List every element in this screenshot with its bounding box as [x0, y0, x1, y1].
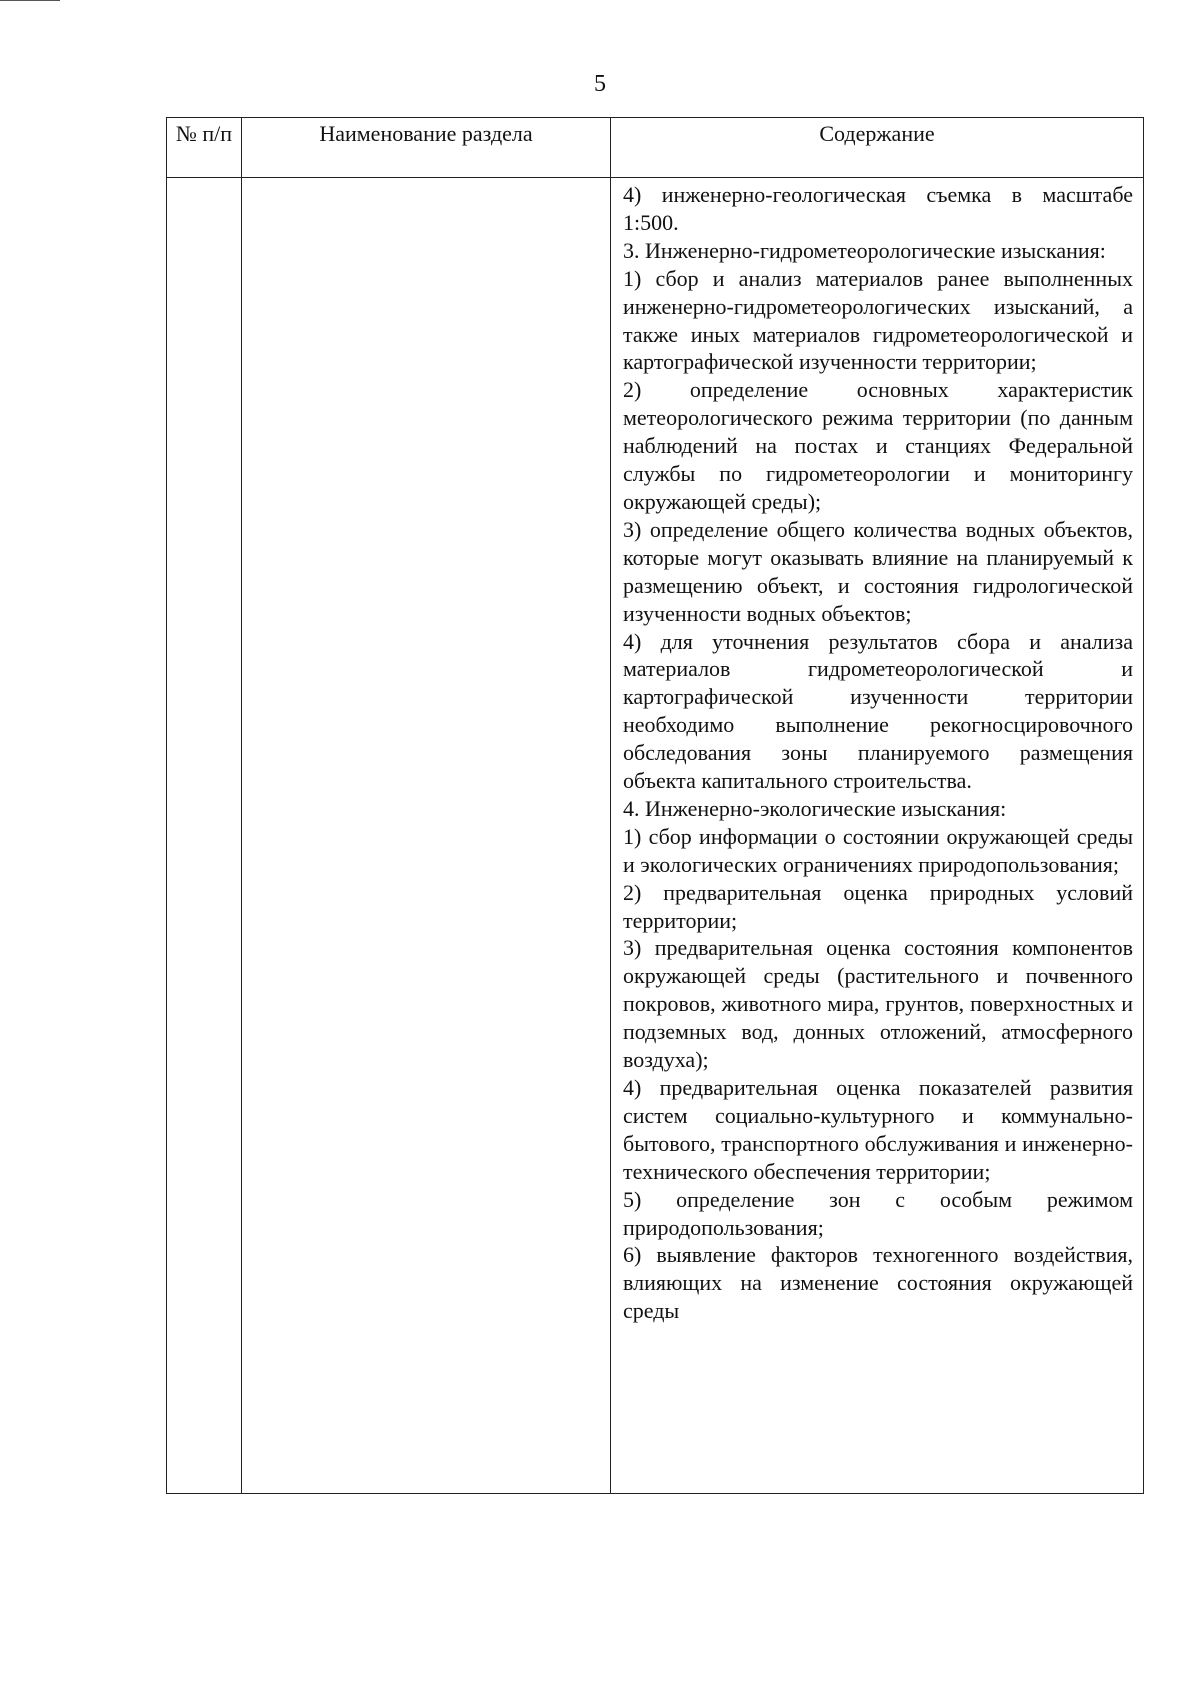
header-number: № п/п	[167, 118, 242, 178]
content-paragraph: 5) определение зон с особым режимом природопользования;	[623, 1186, 1133, 1240]
content-paragraph: 4) предварительная оценка показателей развития систем социально-культурного и коммунально-бытового, транспортного обслуживания и инженерно-технического обеспечения территории;	[623, 1075, 1133, 1184]
content-paragraph: 2) предварительная оценка природных условий территории;	[623, 879, 1133, 933]
content-paragraph: 3) предварительная оценка состояния компонентов окружающей среды (растительного и почвенного покровов, животного мира, грунтов, поверхностных и подземных вод, донных отложений, атмосферного воздуха);	[623, 935, 1133, 1073]
table-row	[167, 178, 1144, 1494]
content-paragraph: 4. Инженерно-экологические изыскания:	[623, 795, 1007, 821]
header-section-name: Наименование раздела	[242, 118, 611, 178]
content-paragraph: 1) сбор информации о состоянии окружающей среды и экологических ограничениях природопользования;	[623, 823, 1133, 877]
content-paragraph: 1) сбор и анализ материалов ранее выполненных инженерно-гидрометеорологических изысканий, а также иных материалов гидрометеорологической и картографической изученности территории;	[623, 265, 1133, 375]
content-paragraph: 3) определение общего количества водных объектов, которые могут оказывать влияние на планируемый к размещению объект, и состояния гидрологической изученности водных объектов;	[623, 516, 1133, 626]
content-paragraph: 3. Инженерно-гидрометеорологические изыскания:	[623, 237, 1106, 263]
content-paragraph: 4) для уточнения результатов сбора и анализа материалов гидрометеорологической и картографической изученности территории необходимо выполнение рекогносцировочного обследования зоны планируемого размещения объекта капитального строительства.	[623, 628, 1133, 794]
row-section-name-cell	[242, 178, 611, 1494]
content-table	[166, 117, 1144, 1494]
content-paragraph: 2) определение основных характеристик метеорологического режима территории (по данным наблюдений на постах и станциях Федеральной службы по гидрометеорологии и мониторингу окружающей среды);	[623, 377, 1133, 514]
header-content: Содержание	[611, 118, 1144, 178]
scan-edge-line	[0, 0, 60, 1]
content-paragraph: 6) выявление факторов техногенного воздействия, влияющих на изменение состояния окружающей среды	[623, 1242, 1133, 1324]
page-number: 5	[594, 71, 606, 97]
table-header-row	[167, 118, 1144, 178]
row-number-cell	[167, 178, 242, 1494]
content-paragraph: 4) инженерно-геологическая съемка в масштабе 1:500.	[623, 182, 1133, 235]
row-content-cell	[611, 178, 1144, 1494]
